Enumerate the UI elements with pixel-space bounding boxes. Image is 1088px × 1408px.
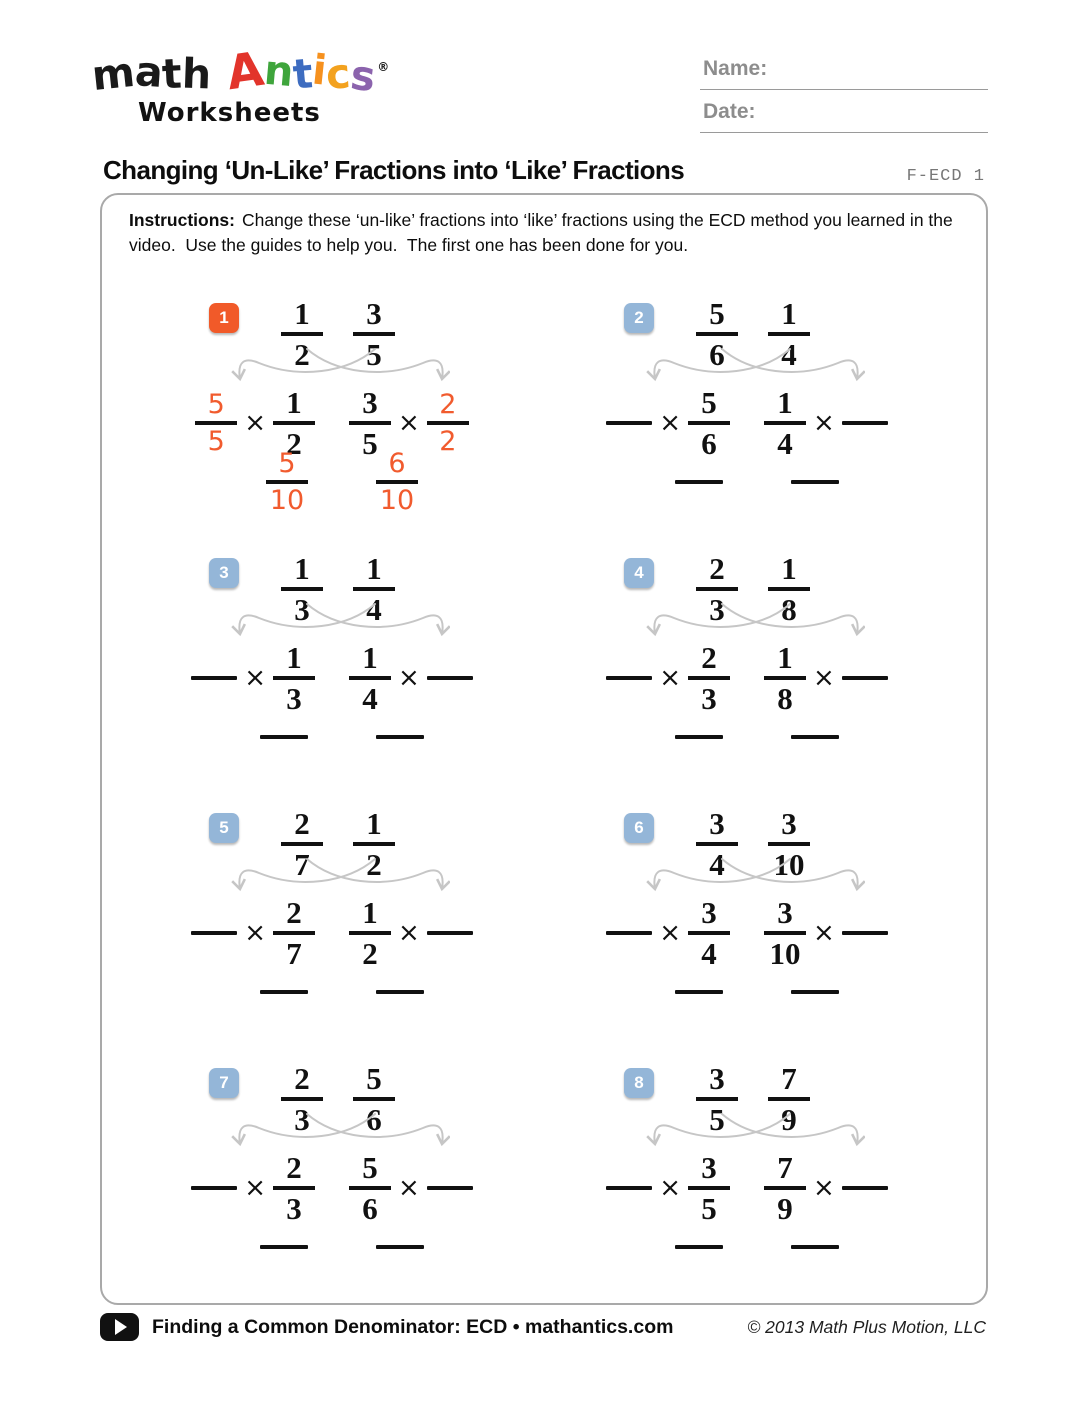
problem-number: 6 — [634, 818, 644, 837]
problem-cell-5 — [187, 802, 517, 1052]
date-label: Date: — [703, 100, 756, 123]
multiply-icon: × — [244, 662, 266, 693]
logo-letter: m — [89, 47, 138, 101]
name-field-row — [700, 54, 988, 90]
logo-letter: s — [347, 50, 378, 102]
logo-letter: c — [324, 49, 353, 99]
answer-row — [177, 449, 507, 515]
answer-blank-left — [675, 480, 723, 485]
fraction-denominator: 2 — [294, 336, 310, 372]
fraction-denominator: 8 — [781, 591, 797, 627]
fraction-denominator: 4 — [701, 935, 717, 971]
fraction-denominator: 3 — [701, 680, 717, 716]
fraction-bar — [427, 421, 469, 425]
fraction-denominator: 2 — [362, 935, 378, 971]
fraction-numerator: 1 — [286, 385, 302, 420]
fraction-numerator: 2 — [709, 551, 725, 586]
fraction-numerator: 7 — [777, 1150, 793, 1185]
instructions-text: Change these ‘un-like’ fractions into ‘like’ fractions using the ECD method you learned in the video. Use the guides to help you. The first one has been done for you. — [129, 210, 958, 255]
fraction-bar — [266, 480, 308, 484]
multiplier-blank-left — [606, 931, 652, 936]
fraction-bar — [768, 842, 810, 846]
fraction-denominator: 9 — [781, 1101, 797, 1137]
fraction-bar — [688, 931, 730, 935]
fraction-numerator: 6 — [388, 448, 406, 480]
cross-multiply-arrows — [225, 348, 450, 390]
answer-row — [592, 1214, 922, 1280]
multiplier-blank-right — [842, 931, 888, 936]
multiplier-blank-right — [427, 676, 473, 681]
problem-cell-6 — [602, 802, 932, 1052]
fraction-numerator: 5 — [709, 296, 725, 331]
fraction-numerator: 1 — [362, 895, 378, 930]
problem-number: 3 — [219, 563, 229, 582]
multiply-icon: × — [813, 662, 835, 693]
multiplier-blank-right — [427, 931, 473, 936]
logo-letter: n — [261, 45, 296, 97]
fraction-denominator: 3 — [286, 680, 302, 716]
fraction-bar — [696, 587, 738, 591]
fraction-numerator: 3 — [701, 1150, 717, 1185]
fraction-numerator: 2 — [701, 640, 717, 675]
fraction-numerator: 1 — [294, 551, 310, 586]
multiply-icon: × — [813, 917, 835, 948]
fraction-bar — [349, 676, 391, 680]
multiply-icon: × — [813, 407, 835, 438]
problem-number: 1 — [219, 308, 229, 327]
logo-letter: t — [161, 49, 184, 99]
fraction-denominator: 7 — [294, 846, 310, 882]
fraction-numerator: 3 — [701, 895, 717, 930]
multiply-icon: × — [659, 662, 681, 693]
problem-cell-2 — [602, 292, 932, 542]
answer-blank-left — [675, 735, 723, 740]
multiply-icon: × — [244, 407, 266, 438]
fraction-numerator: 3 — [362, 385, 378, 420]
fraction-numerator: 3 — [709, 1061, 725, 1096]
fraction-numerator: 7 — [781, 1061, 797, 1096]
fraction-numerator: 1 — [777, 385, 793, 420]
fraction-numerator: 3 — [366, 296, 382, 331]
problem-number: 4 — [634, 563, 644, 582]
fraction-bar — [353, 332, 395, 336]
fraction-bar — [696, 1097, 738, 1101]
answer-blank-right — [791, 1245, 839, 1250]
answer-blank-left — [675, 990, 723, 995]
answer-blank-left — [260, 735, 308, 740]
fraction-denominator: 5 — [701, 1190, 717, 1226]
answer-blank-right — [791, 990, 839, 995]
name-write-line — [700, 89, 988, 90]
answer-row — [592, 959, 922, 1025]
multiply-icon: × — [398, 1172, 420, 1203]
fraction-denominator: 9 — [777, 1190, 793, 1226]
answer-blank-right — [791, 735, 839, 740]
fraction-numerator: 2 — [439, 389, 457, 420]
fraction-denominator: 3 — [294, 591, 310, 627]
worksheet-body-box — [100, 193, 988, 1305]
answer-row — [177, 1214, 507, 1280]
multiplier-blank-left — [191, 676, 237, 681]
multiply-icon: × — [398, 917, 420, 948]
date-field-row — [700, 97, 988, 133]
fraction-bar — [696, 842, 738, 846]
multiply-icon: × — [659, 917, 681, 948]
logo-letter: t — [290, 49, 315, 99]
fraction-numerator: 1 — [366, 551, 382, 586]
logo-wordmark — [89, 41, 390, 102]
fraction-bar — [273, 1186, 315, 1190]
answer-row — [177, 704, 507, 770]
fraction-bar — [349, 421, 391, 425]
multiplier-blank-left — [191, 931, 237, 936]
instructions-label: Instructions: — [129, 210, 235, 230]
answer-blank-left — [260, 1245, 308, 1250]
registered-trademark-icon: ® — [377, 60, 390, 74]
fraction-numerator: 5 — [701, 385, 717, 420]
fraction-denominator: 3 — [709, 591, 725, 627]
answer-blank-right — [376, 735, 424, 740]
fraction-numerator: 2 — [286, 1150, 302, 1185]
fraction-denominator: 4 — [366, 591, 382, 627]
instructions — [129, 208, 967, 257]
fraction-numerator: 3 — [777, 895, 793, 930]
answer-row — [177, 959, 507, 1025]
fraction-bar — [281, 842, 323, 846]
fraction-denominator: 4 — [781, 336, 797, 372]
fraction-denominator: 5 — [366, 336, 382, 372]
fraction-bar — [764, 421, 806, 425]
fraction-denominator: 2 — [286, 425, 302, 461]
fraction-numerator: 3 — [709, 806, 725, 841]
problem-cell-7 — [187, 1057, 517, 1307]
fraction-bar — [349, 1186, 391, 1190]
fraction-denominator: 6 — [701, 425, 717, 461]
multiplier-blank-right — [842, 421, 888, 426]
fraction-bar — [688, 421, 730, 425]
math-antics-logo — [89, 41, 390, 128]
fraction-numerator: 2 — [294, 806, 310, 841]
fraction-numerator: 1 — [366, 806, 382, 841]
fraction-denominator: 2 — [439, 425, 457, 457]
date-write-line — [700, 132, 988, 133]
footer-copyright: © 2013 Math Plus Motion, LLC — [747, 1316, 986, 1337]
fraction-bar — [688, 1186, 730, 1190]
answer-fraction-right — [376, 449, 418, 515]
fraction-bar — [273, 421, 315, 425]
problem-cell-4 — [602, 547, 932, 797]
cross-multiply-arrows — [225, 858, 450, 900]
multiply-icon: × — [244, 917, 266, 948]
multiplier-blank-left — [606, 676, 652, 681]
answer-row — [592, 449, 922, 515]
logo-letter: i — [310, 45, 330, 95]
fraction-bar — [353, 1097, 395, 1101]
fraction-denominator: 5 — [362, 425, 378, 461]
footer-video-title: Finding a Common Denominator: ECD • mathantics.com — [152, 1315, 674, 1338]
fraction-numerator: 3 — [781, 806, 797, 841]
cross-multiply-arrows — [640, 858, 865, 900]
multiplier-blank-left — [606, 1186, 652, 1191]
fraction-denominator: 2 — [366, 846, 382, 882]
problem-number: 5 — [219, 818, 229, 837]
answer-blank-right — [376, 1245, 424, 1250]
fraction-denominator: 8 — [777, 680, 793, 716]
answer-fraction-left — [266, 449, 308, 515]
problem-number: 8 — [634, 1073, 644, 1092]
fraction-bar — [376, 480, 418, 484]
fraction-bar — [281, 1097, 323, 1101]
problem-cell-8 — [602, 1057, 932, 1307]
fraction-numerator: 1 — [294, 296, 310, 331]
fraction-bar — [764, 1186, 806, 1190]
multiply-icon: × — [659, 1172, 681, 1203]
fraction-denominator: 7 — [286, 935, 302, 971]
fraction-bar — [273, 931, 315, 935]
fraction-numerator: 1 — [286, 640, 302, 675]
fraction-bar — [768, 587, 810, 591]
fraction-denominator: 3 — [286, 1190, 302, 1226]
helper-fraction-left — [195, 390, 237, 456]
problem-cell-3 — [187, 547, 517, 797]
fraction-numerator: 5 — [362, 1150, 378, 1185]
logo-letter: h — [181, 49, 213, 99]
problem-number: 2 — [634, 308, 644, 327]
fraction-numerator: 1 — [362, 640, 378, 675]
fraction-bar — [696, 332, 738, 336]
fraction-bar — [768, 1097, 810, 1101]
logo-letter: A — [223, 41, 268, 102]
fraction-numerator: 5 — [366, 1061, 382, 1096]
helper-fraction-right — [427, 390, 469, 456]
fraction-denominator: 6 — [362, 1190, 378, 1226]
fraction-numerator: 1 — [781, 551, 797, 586]
fraction-bar — [281, 332, 323, 336]
fraction-bar — [195, 421, 237, 425]
fraction-numerator: 1 — [781, 296, 797, 331]
multiply-icon: × — [244, 1172, 266, 1203]
multiplier-blank-right — [842, 676, 888, 681]
cross-multiply-arrows — [640, 1113, 865, 1155]
answer-blank-right — [376, 990, 424, 995]
cross-multiply-arrows — [225, 603, 450, 645]
answer-row — [592, 704, 922, 770]
multiplier-blank-right — [842, 1186, 888, 1191]
answer-blank-left — [675, 1245, 723, 1250]
fraction-bar — [281, 587, 323, 591]
multiply-icon: × — [398, 407, 420, 438]
cross-multiply-arrows — [225, 1113, 450, 1155]
multiply-icon: × — [813, 1172, 835, 1203]
worksheet-code: F-ECD 1 — [906, 167, 985, 186]
fraction-bar — [349, 931, 391, 935]
cross-multiply-arrows — [640, 348, 865, 390]
fraction-numerator: 1 — [777, 640, 793, 675]
fraction-denominator: 10 — [379, 484, 415, 516]
multiply-icon: × — [398, 662, 420, 693]
multiplier-blank-left — [191, 1186, 237, 1191]
fraction-bar — [768, 332, 810, 336]
header-fields — [700, 54, 988, 140]
fraction-numerator: 2 — [286, 895, 302, 930]
logo-subtitle: Worksheets — [138, 98, 321, 128]
fraction-bar — [273, 676, 315, 680]
name-label: Name: — [703, 57, 768, 80]
fraction-denominator: 4 — [777, 425, 793, 461]
logo-letter: a — [133, 47, 165, 97]
page-title: Changing ‘Un-Like’ Fractions into ‘Like’ Fractions — [103, 155, 685, 185]
fraction-denominator: 10 — [269, 484, 305, 516]
fraction-bar — [688, 676, 730, 680]
fraction-numerator: 2 — [294, 1061, 310, 1096]
fraction-bar — [353, 587, 395, 591]
fraction-denominator: 10 — [773, 846, 805, 882]
fraction-denominator: 6 — [709, 336, 725, 372]
fraction-bar — [353, 842, 395, 846]
answer-blank-left — [260, 990, 308, 995]
problem-number: 7 — [219, 1073, 229, 1092]
video-play-icon — [100, 1313, 139, 1341]
fraction-denominator: 5 — [207, 425, 225, 457]
fraction-bar — [764, 931, 806, 935]
fraction-denominator: 4 — [709, 846, 725, 882]
fraction-bar — [764, 676, 806, 680]
problem-cell-1 — [187, 292, 517, 542]
fraction-denominator: 10 — [769, 935, 801, 971]
footer — [100, 1313, 986, 1341]
cross-multiply-arrows — [640, 603, 865, 645]
fraction-numerator: 5 — [278, 448, 296, 480]
answer-blank-right — [791, 480, 839, 485]
multiply-icon: × — [659, 407, 681, 438]
fraction-denominator: 3 — [294, 1101, 310, 1137]
multiplier-blank-right — [427, 1186, 473, 1191]
fraction-denominator: 6 — [366, 1101, 382, 1137]
fraction-denominator: 5 — [709, 1101, 725, 1137]
fraction-numerator: 5 — [207, 389, 225, 420]
multiplier-blank-left — [606, 421, 652, 426]
fraction-denominator: 4 — [362, 680, 378, 716]
